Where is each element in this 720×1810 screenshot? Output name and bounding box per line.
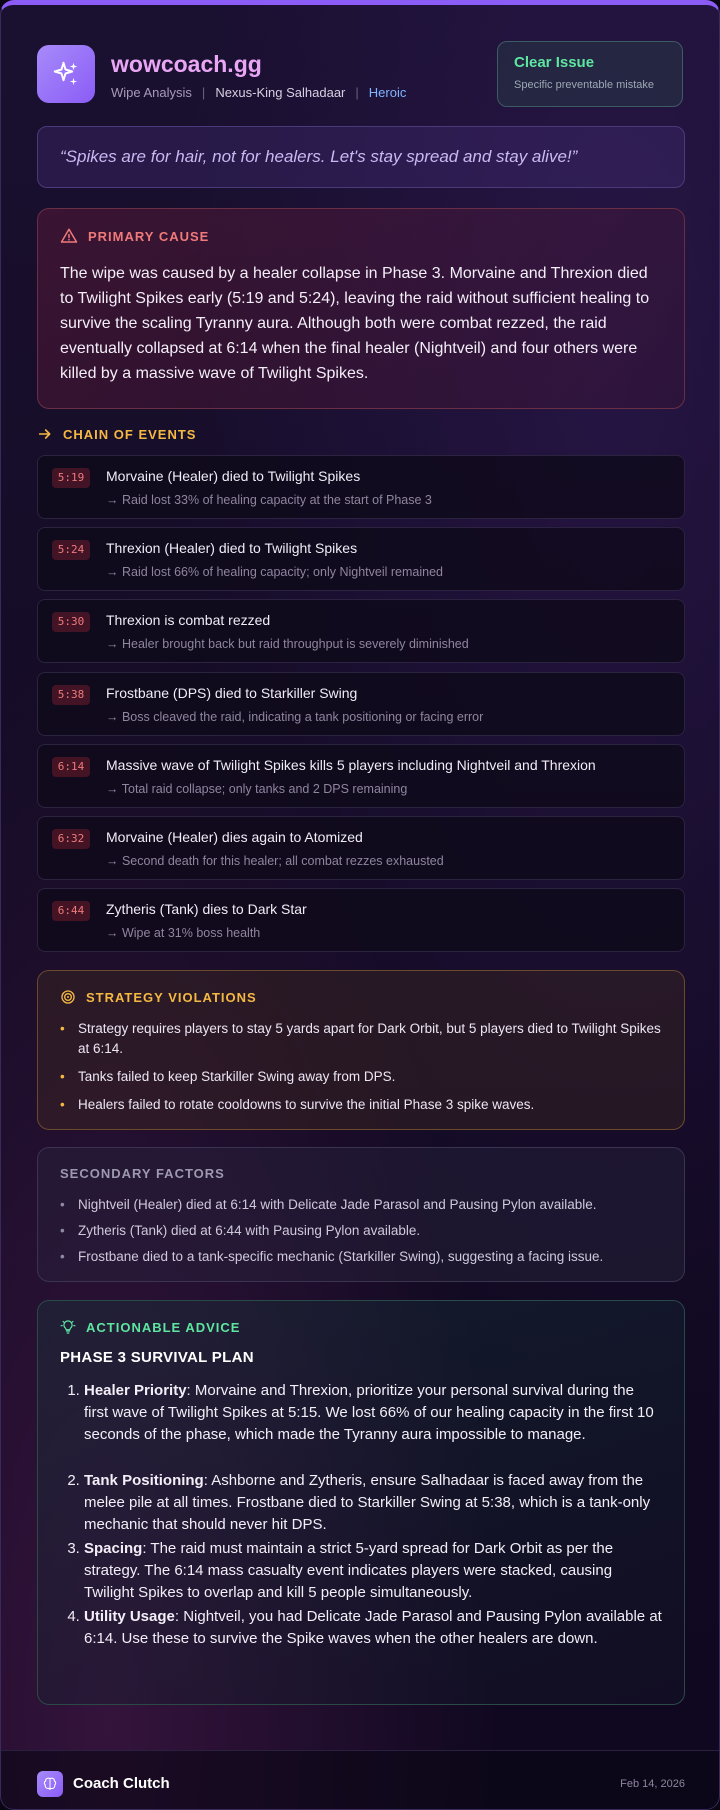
- advice-item-text: : The raid must maintain a strict 5-yard spread for Dark Orbit as per the strategy. The 6:14 mass casualty event indicates players were stacked, causing Twilight Spikes to overlap and kill 5 people simultaneously.: [84, 1540, 614, 1601]
- event-consequence: → Total raid collapse; only tanks and 2 DPS remaining: [106, 782, 408, 796]
- advice-item-label: Tank Positioning: [84, 1472, 204, 1489]
- verdict-badge-subtitle: Specific preventable mistake: [514, 79, 655, 91]
- event-title: Threxion (Healer) died to Twilight Spikes: [106, 540, 358, 556]
- verdict-badge-title: Clear Issue: [514, 54, 595, 71]
- advice-item-label: Healer Priority: [84, 1382, 187, 1399]
- warning-triangle-icon: [60, 227, 78, 245]
- advice-item: [84, 1538, 662, 1604]
- sparkles-icon: [51, 59, 81, 89]
- strategy-violations-heading: [60, 989, 662, 1005]
- coach-logo: [37, 1771, 63, 1797]
- event-time: 6:44: [52, 901, 90, 921]
- breadcrumb-separator: |: [201, 85, 206, 100]
- event-title: Zytheris (Tank) dies to Dark Star: [106, 901, 307, 917]
- advice-item: [84, 1380, 662, 1446]
- event-time: 6:14: [52, 757, 90, 777]
- advice-item-text: : Morvaine and Threxion, prioritize your personal survival during the first wave of Twilight Spikes at 5:15. We lost 66% of our healing capacity in the first 10 seconds of the phase, which made the Tyranny aura impossible to manage.: [84, 1382, 654, 1443]
- event-consequence: → Second death for this healer; all combat rezzes exhausted: [106, 854, 444, 868]
- breadcrumb-boss: Nexus-King Salhadaar: [215, 85, 346, 100]
- primary-cause-heading: [60, 227, 662, 245]
- advice-item-text: : Nightveil, you had Delicate Jade Parasol and Pausing Pylon available at 6:14. Use these to survive the Spike waves when the other healers are down.: [84, 1608, 662, 1647]
- header: [37, 41, 683, 111]
- brain-icon: [42, 1776, 58, 1792]
- breadcrumb-difficulty: Heroic: [368, 85, 407, 100]
- plan-title: PHASE 3 SURVIVAL PLAN: [60, 1349, 254, 1366]
- actionable-advice-heading: [60, 1319, 662, 1335]
- event-consequence: → Healer brought back but raid throughput is severely diminished: [106, 637, 469, 651]
- strategy-violations-card: [37, 970, 685, 1130]
- coach-quote: “Spikes are for hair, not for healers. Let's stay spread and stay alive!”: [37, 126, 685, 188]
- app-logo: [37, 45, 95, 103]
- secondary-factors-card: [37, 1147, 685, 1282]
- lightbulb-icon: [60, 1319, 76, 1335]
- event-row: [37, 599, 685, 663]
- arrow-right-icon: [37, 426, 53, 442]
- list-item: • Tanks failed to keep Starkiller Swing away from DPS.: [60, 1067, 662, 1087]
- event-row: [37, 672, 685, 736]
- event-row: [37, 455, 685, 519]
- event-consequence: → Raid lost 66% of healing capacity; only Nightveil remained: [106, 565, 443, 579]
- advice-item-text: : Ashborne and Zytheris, ensure Salhadaar is faced away from the melee pile at all times. Frostbane died to Starkiller Swing at 5:38, which is a tank-only mechanic that should never hit DPS.: [84, 1472, 651, 1533]
- strategy-violations-label: STRATEGY VIOLATIONS: [86, 989, 257, 1005]
- event-time: 5:30: [52, 612, 90, 632]
- violations-list: [60, 1019, 662, 1115]
- event-title: Threxion is combat rezzed: [106, 612, 271, 628]
- actionable-advice-card: [37, 1300, 685, 1705]
- chain-of-events-heading: [37, 426, 196, 442]
- list-item: • Frostbane died to a tank-specific mechanic (Starkiller Swing), suggesting a facing issue.: [60, 1247, 662, 1267]
- list-item: • Strategy requires players to stay 5 yards apart for Dark Orbit, but 5 players died to Twilight Spikes at 6:14.: [60, 1019, 662, 1059]
- advice-list: [60, 1380, 662, 1650]
- event-time: 6:32: [52, 829, 90, 849]
- verdict-badge: [497, 41, 683, 107]
- event-consequence: → Boss cleaved the raid, indicating a tank positioning or facing error: [106, 710, 484, 724]
- event-title: Morvaine (Healer) died to Twilight Spikes: [106, 468, 361, 484]
- event-time: 5:24: [52, 540, 90, 560]
- list-item: • Nightveil (Healer) died at 6:14 with Delicate Jade Parasol and Pausing Pylon available.: [60, 1195, 662, 1215]
- event-row: [37, 816, 685, 880]
- breadcrumb-separator: |: [355, 85, 359, 100]
- list-item: • Healers failed to rotate cooldowns to survive the initial Phase 3 spike waves.: [60, 1095, 662, 1115]
- advice-item: [84, 1606, 662, 1650]
- breadcrumb: [111, 85, 406, 100]
- list-item: • Zytheris (Tank) died at 6:44 with Pausing Pylon available.: [60, 1221, 662, 1241]
- advice-item-label: Spacing: [84, 1540, 143, 1557]
- brand-title: wowcoach.gg: [111, 51, 262, 77]
- primary-cause-label: PRIMARY CAUSE: [88, 228, 210, 244]
- primary-cause-card: [37, 208, 685, 409]
- advice-item: [84, 1470, 662, 1536]
- footer: [1, 1750, 720, 1810]
- event-time: 5:19: [52, 468, 90, 488]
- event-title: Morvaine (Healer) dies again to Atomized: [106, 829, 363, 845]
- chain-of-events-label: CHAIN OF EVENTS: [63, 426, 197, 442]
- breadcrumb-wipe-analysis: Wipe Analysis: [111, 85, 192, 100]
- report-date: Feb 14, 2026: [620, 1778, 685, 1790]
- event-title: Massive wave of Twilight Spikes kills 5 players including Nightveil and Threxion: [106, 757, 596, 773]
- secondary-factors-list: [60, 1195, 662, 1267]
- event-title: Frostbane (DPS) died to Starkiller Swing: [106, 685, 358, 701]
- actionable-advice-label: ACTIONABLE ADVICE: [86, 1319, 241, 1335]
- primary-cause-text: The wipe was caused by a healer collapse in Phase 3. Morvaine and Threxion died to Twilight Spikes early (5:19 and 5:24), leaving the raid without sufficient healing to survive the scaling Tyranny aura. Although both were combat rezzed, the raid eventually collapsed at 6:14 when the final healer (Nightveil) and four others were killed by a massive wave of Twilight Spikes.: [60, 265, 650, 382]
- event-row: [37, 888, 685, 952]
- event-row: [37, 527, 685, 591]
- event-consequence: → Wipe at 31% boss health: [106, 926, 261, 940]
- event-time: 5:38: [52, 685, 90, 705]
- event-consequence: → Raid lost 33% of healing capacity at the start of Phase 3: [106, 493, 432, 507]
- advice-item-label: Utility Usage: [84, 1608, 175, 1625]
- target-icon: [60, 989, 76, 1005]
- event-row: [37, 744, 685, 808]
- secondary-factors-heading: SECONDARY FACTORS: [60, 1166, 225, 1181]
- coach-name: Coach Clutch: [73, 1775, 170, 1792]
